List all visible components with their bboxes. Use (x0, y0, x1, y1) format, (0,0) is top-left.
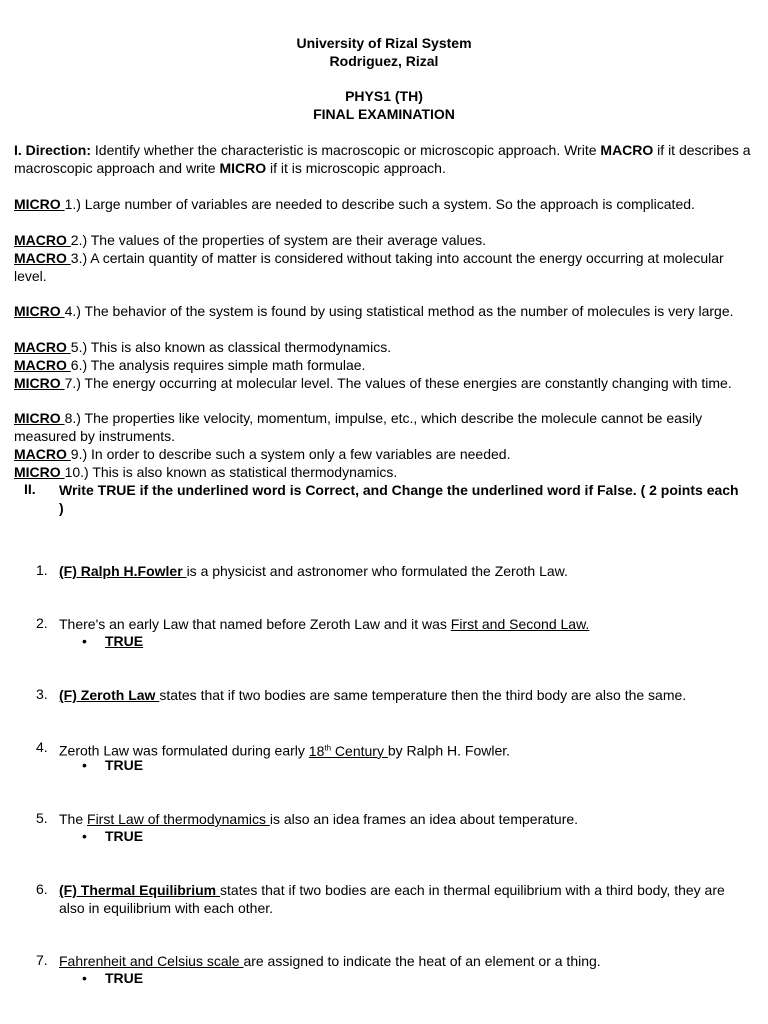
century-suffix: th (324, 743, 332, 752)
direction-text-c: if it is microscopic approach. (266, 160, 446, 176)
question-underlined: First and Second Law. (450, 616, 590, 632)
question-post: is a physicist and astronomer who formulated the Zeroth Law. (186, 563, 568, 579)
question-number: 6. (36, 881, 48, 897)
part1-item (14, 195, 754, 213)
answer-true: TRUE (105, 970, 144, 986)
part1-item (14, 338, 754, 356)
part1-item (14, 463, 754, 481)
part1-item (14, 302, 754, 320)
item-text: 9.) In order to describe such a system only a few variables are needed. (70, 446, 511, 462)
question-number: 3. (36, 686, 48, 702)
part1-item (14, 374, 754, 392)
question-pre: There's an early Law that named before Zeroth Law and it was (59, 616, 451, 632)
item-text: 10.) This is also known as statistical thermodynamics. (64, 464, 398, 480)
question-underlined: Fahrenheit and Celsius scale (59, 953, 244, 969)
item-text: 8.) The properties like velocity, momentum, impulse, etc., which describe the molecule cannot be easily measured by instruments. (14, 410, 703, 444)
question-text (59, 562, 749, 580)
question-number: 5. (36, 810, 48, 826)
direction-text-b: if it describes a macroscopic approach and write (14, 142, 751, 176)
item-text: 4.) The behavior of the system is found by using statistical method as the number of molecules is very large. (64, 303, 734, 319)
item-text: 2.) The values of the properties of system are their average values. (70, 232, 487, 248)
part1-direction (14, 141, 754, 177)
question-underlined (309, 743, 388, 759)
part2-roman: II. (24, 481, 36, 497)
exam-title: FINAL EXAMINATION (313, 106, 455, 122)
question-text (59, 881, 749, 917)
answer-true: TRUE (105, 828, 144, 844)
item-answer: MACRO (14, 232, 71, 248)
part1-item (14, 231, 754, 249)
item-answer: MACRO (14, 446, 71, 462)
bullet-dot-icon: • (82, 757, 87, 773)
century-number: 18 (308, 742, 325, 759)
item-text: 3.) A certain quantity of matter is considered without taking into account the energy occurring at molecular level. (14, 250, 724, 284)
question-text (59, 739, 749, 760)
question-post: by Ralph H. Fowler. (387, 742, 511, 759)
direction-macro: MACRO (600, 142, 654, 158)
question-post: are assigned to indicate the heat of an element or a thing. (243, 953, 601, 969)
bullet-dot-icon: • (82, 970, 87, 986)
question-underlined: First Law of thermodynamics (87, 811, 270, 827)
question-number: 4. (36, 739, 48, 755)
bullet-dot-icon: • (82, 633, 87, 649)
item-answer: MACRO (14, 250, 71, 266)
item-answer: MICRO (14, 375, 65, 391)
answer-true: TRUE (105, 633, 144, 649)
item-text: 6.) The analysis requires simple math formulae. (70, 357, 366, 373)
question-post: states that if two bodies are each in thermal equilibrium with a third body, they are also in equilibrium with each other. (59, 882, 725, 916)
question-number: 7. (36, 952, 48, 968)
question-post: is also an idea frames an idea about temperature. (269, 811, 579, 827)
question-underlined: (F) Zeroth Law (59, 687, 160, 703)
item-answer: MICRO (14, 303, 65, 319)
university-location: Rodriguez, Rizal (329, 53, 439, 69)
part1-item (14, 356, 754, 374)
item-answer: MICRO (14, 410, 65, 426)
question-number: 2. (36, 615, 48, 631)
course-title: PHYS1 (TH) (345, 88, 423, 104)
item-text: 5.) This is also known as classical thermodynamics. (70, 339, 392, 355)
part2-instruction: Write TRUE if the underlined word is Correct, and Change the underlined word if False. ( 2 points each ) (59, 482, 739, 516)
question-post: states that if two bodies are same temperature then the third body are also the same. (159, 687, 687, 703)
part1-item (14, 445, 754, 463)
question-underlined: (F) Ralph H.Fowler (59, 563, 187, 579)
part1-item (14, 409, 754, 445)
part1-item (14, 249, 754, 285)
direction-label: I. Direction: (14, 142, 92, 158)
direction-micro: MICRO (219, 160, 267, 176)
item-text: 1.) Large number of variables are needed to describe such a system. So the approach is complicated. (64, 196, 695, 212)
item-answer: MICRO (14, 464, 65, 480)
item-answer: MACRO (14, 339, 71, 355)
item-text: 7.) The energy occurring at molecular level. The values of these energies are constantly changing with time. (64, 375, 732, 391)
question-underlined: (F) Thermal Equilibrium (59, 882, 221, 898)
century-word: Century (331, 742, 388, 759)
item-answer: MACRO (14, 357, 71, 373)
direction-text-a: Identify whether the characteristic is macroscopic or microscopic approach. Write (91, 142, 601, 158)
university-name: University of Rizal System (296, 35, 472, 51)
answer-true: TRUE (105, 757, 144, 773)
question-text (59, 810, 749, 828)
question-text (59, 686, 749, 704)
question-number: 1. (36, 562, 48, 578)
question-pre: The (59, 811, 88, 827)
question-pre: Zeroth Law was formulated during early (59, 742, 309, 759)
question-text (59, 952, 749, 970)
question-text (59, 615, 749, 633)
item-answer: MICRO (14, 196, 65, 212)
bullet-dot-icon: • (82, 828, 87, 844)
